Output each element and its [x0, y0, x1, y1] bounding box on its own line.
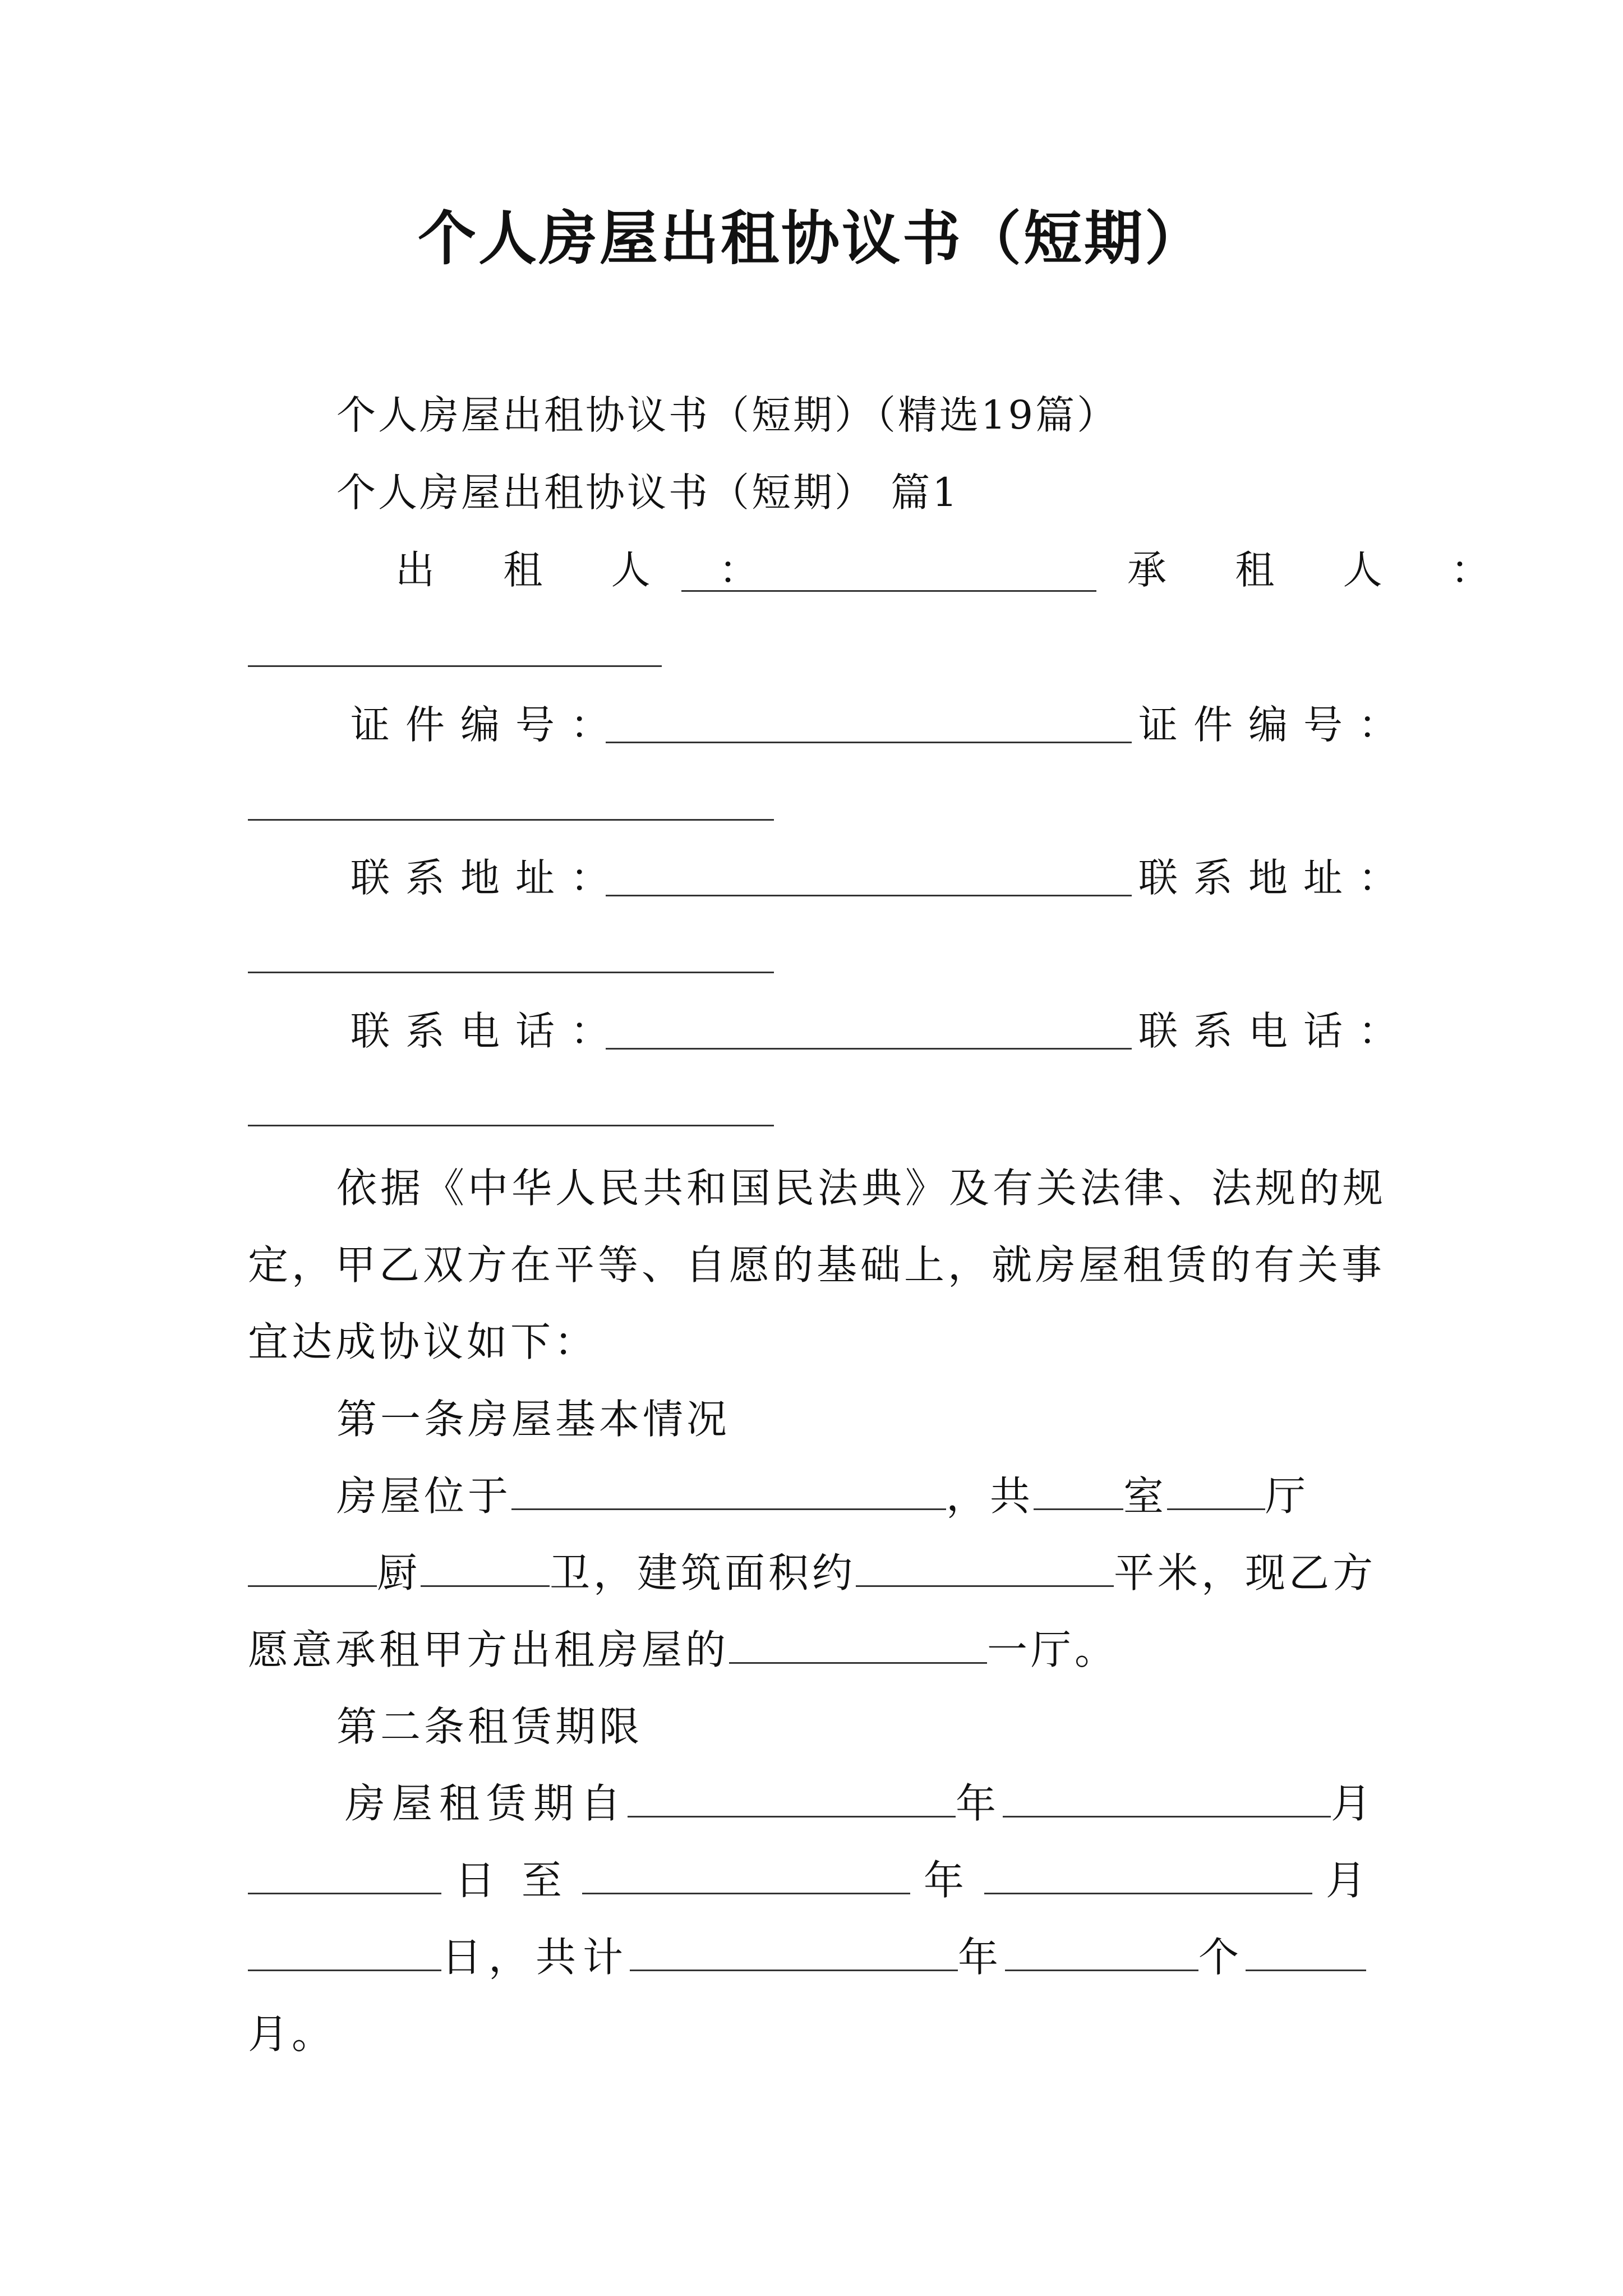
- section-heading: 个人房屋出租协议书（短期） 篇1: [336, 470, 960, 516]
- article2-end-month-blank: [984, 1860, 1312, 1894]
- article2-line-1: [345, 1775, 1378, 1832]
- article1-location-blank: [511, 1476, 946, 1510]
- article1-portion-blank: [729, 1630, 987, 1664]
- article2-text-day-total: 日，共计: [441, 1934, 630, 1981]
- preamble-line-1: 依据《中华人民共和国民法典》及有关法律、法规的规: [336, 1165, 1387, 1212]
- lessee-label: 承 租 人 ：: [1127, 547, 1518, 593]
- address-label-right: 联系地址：: [1138, 855, 1413, 901]
- article1-text-hall: 厅: [1265, 1473, 1310, 1520]
- address-blank-left: [606, 895, 1132, 896]
- article1-halls-blank: [1167, 1476, 1265, 1510]
- article1-text-bath-area: 卫，建筑面积约: [550, 1549, 856, 1596]
- id-label-right: 证件编号：: [1138, 702, 1413, 748]
- phone-blank-right: [248, 1125, 774, 1126]
- article1-text-hall-end: 一厅。: [987, 1626, 1119, 1673]
- document-title: 个人房屋出租协议书（短期）: [417, 204, 1205, 273]
- document-subtitle: 个人房屋出租协议书（短期）（精选19篇）: [336, 392, 1119, 438]
- article2-text-count: 个: [1198, 1934, 1246, 1981]
- article2-years-blank: [630, 1937, 958, 1971]
- lessee-blank: [248, 665, 662, 667]
- id-blank-right: [248, 819, 774, 821]
- article2-line-3: [248, 1929, 1366, 1985]
- article1-area-blank: [856, 1553, 1114, 1587]
- phone-label-right: 联系电话：: [1138, 1008, 1413, 1054]
- article2-end-year-blank: [582, 1860, 910, 1894]
- preamble-line-2: 定，甲乙双方在平等、自愿的基础上，就房屋租赁的有关事: [248, 1241, 1386, 1289]
- phone-blank-left: [606, 1048, 1132, 1050]
- article2-line-4: 月。: [248, 2010, 336, 2058]
- article1-text-location: 房屋位于: [336, 1473, 512, 1520]
- article2-text-day-to: 日 至: [455, 1857, 569, 1904]
- article2-start-month-blank: [1003, 1783, 1331, 1818]
- lessor-blank: [681, 590, 1096, 592]
- article2-text-year-3: 年: [958, 1934, 1006, 1981]
- article2-months-blank: [1005, 1937, 1198, 1971]
- article1-text-room: 室: [1123, 1473, 1168, 1520]
- preamble-line-3: 宜达成协议如下：: [248, 1318, 598, 1365]
- phone-label-left: 联系电话：: [351, 1008, 625, 1054]
- article2-text-year-1: 年: [956, 1780, 1003, 1827]
- article2-start-year-blank: [628, 1783, 956, 1818]
- article1-line-3: [248, 1622, 1118, 1678]
- article1-line-2: [248, 1545, 1376, 1601]
- article2-end-day-blank: [248, 1937, 441, 1971]
- article2-heading: 第二条租赁期限: [336, 1703, 643, 1750]
- article1-text-sqm: 平米，现乙方: [1114, 1549, 1377, 1596]
- article2-line-2: [248, 1852, 1373, 1908]
- article1-kitchens-blank: [248, 1553, 377, 1587]
- article1-line-1: [336, 1468, 1309, 1524]
- id-blank-left: [606, 742, 1132, 743]
- article1-heading: 第一条房屋基本情况: [336, 1396, 731, 1443]
- id-label-left: 证件编号：: [351, 702, 625, 748]
- article2-text-year-2: 年: [923, 1857, 971, 1904]
- lessor-label: 出 租 人 ：: [395, 547, 786, 593]
- article1-rooms-blank: [1034, 1476, 1123, 1510]
- article1-text-total: ，共: [946, 1473, 1034, 1520]
- article2-extra-blank: [1246, 1937, 1366, 1971]
- address-label-left: 联系地址：: [351, 855, 625, 901]
- article2-text-from: 房屋租赁期自: [345, 1780, 628, 1827]
- article2-text-month-1: 月: [1331, 1780, 1378, 1827]
- article2-start-day-blank: [248, 1860, 441, 1894]
- article1-text-rent-portion: 愿意承租甲方出租房屋的: [248, 1626, 730, 1673]
- article2-text-month-2: 月: [1325, 1857, 1373, 1904]
- address-blank-right: [248, 972, 774, 973]
- article1-text-kitchen: 厨: [377, 1549, 421, 1596]
- article1-baths-blank: [421, 1553, 550, 1587]
